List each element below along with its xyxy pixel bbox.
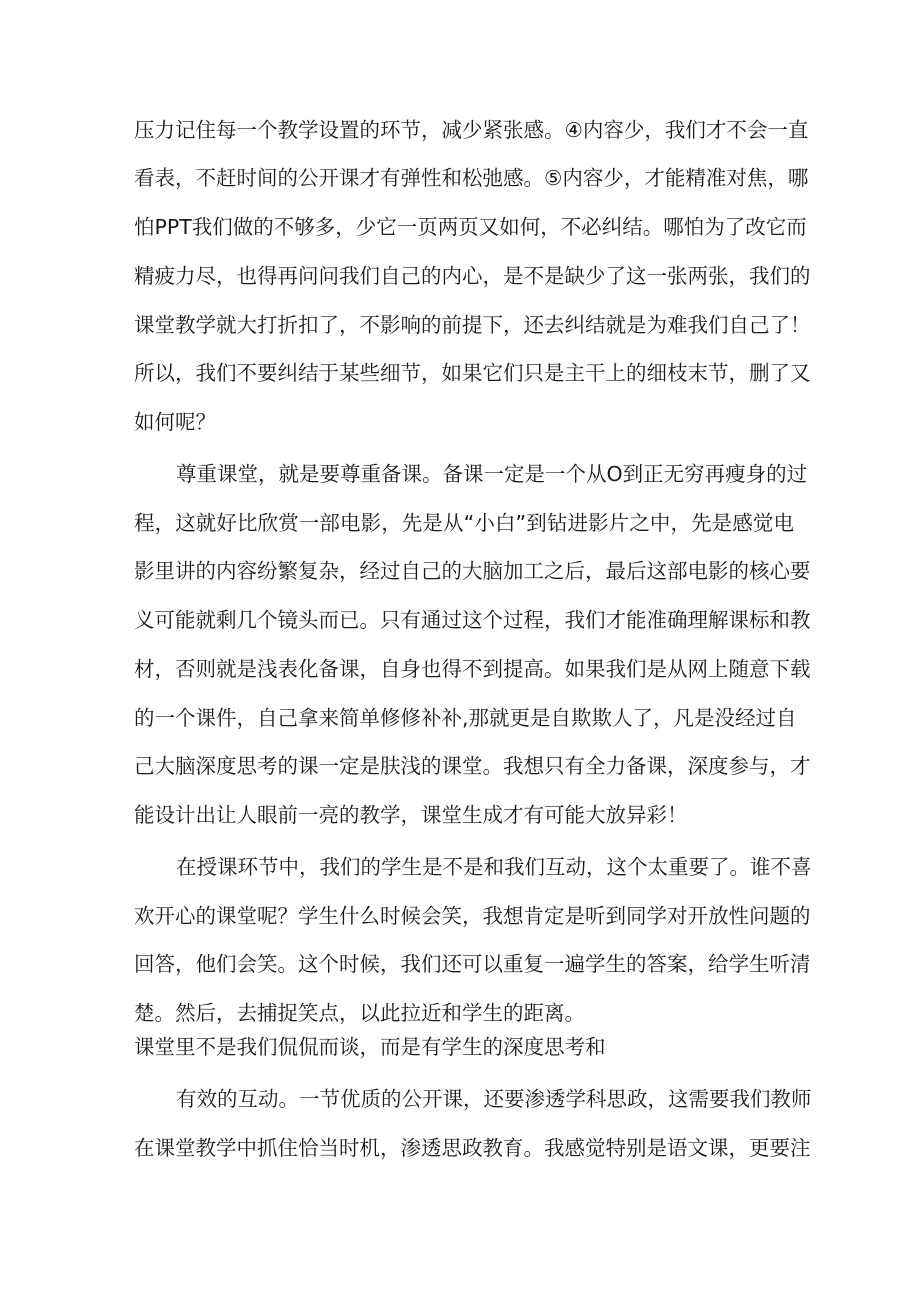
text-line-8: 尊重课堂，就是要尊重备课。备课一定是一个从O到正无穷再瘦身的过 <box>176 462 808 486</box>
text-line-2: 看表，不赶时间的公开课才有弹性和松弛感。⑤内容少，才能精准对焦，哪 <box>134 166 809 190</box>
text-line-20: 课堂里不是我们侃侃而谈，而是有学生的深度思考和 <box>134 1035 606 1059</box>
text-line-21: 有效的互动。一节优质的公开课，还要渗透学科思政，这需要我们教师 <box>176 1087 812 1111</box>
text-line-5: 课堂教学就大打折扣了，不影响的前提下，还去纠结就是为难我们自己了！ <box>134 313 811 337</box>
text-line-13: 的一个课件，自己拿来简单修修补补,那就更是自欺欺人了，凡是没经过自 <box>134 706 797 730</box>
text-line-12: 材，否则就是浅表化备课，自身也得不到提高。如果我们是从网上随意下载 <box>134 657 811 681</box>
text-line-16: 在授课环节中，我们的学生是不是和我们互动，这个太重要了。谁不喜 <box>176 855 812 879</box>
text-line-14: 己大脑深度思考的课一定是肤浅的课堂。我想只有全力备课，深度参与，才 <box>134 754 811 778</box>
text-line-3: 怕PPT我们做的不够多，少它一页两页又如何，不必纠结。哪怕为了改它而 <box>134 215 807 239</box>
text-line-11: 义可能就剩几个镜头而已。只有通过这个过程，我们才能准确理解课标和教 <box>134 608 811 632</box>
text-line-22: 在课堂教学中抓住恰当时机，渗透思政教育。我感觉特别是语文课，更要注 <box>134 1136 811 1160</box>
text-line-19: 楚。然后，去捕捉笑点，以此拉近和学生的距离。 <box>134 1001 585 1025</box>
text-line-7: 如何呢？ <box>134 410 216 434</box>
text-line-15: 能设计出让人眼前一亮的教学，课堂生成才有可能大放异彩！ <box>134 803 688 827</box>
text-line-10: 影里讲的内容纷繁复杂，经过自己的大脑加工之后，最后这部电影的核心要 <box>134 559 811 583</box>
text-line-4: 精疲力尽，也得再问问我们自己的内心，是不是缺少了这一张两张，我们的 <box>134 264 811 288</box>
text-line-9: 程，这就好比欣赏一部电影，先是从“小白”到钻进影片之中，先是感觉电 <box>134 511 794 535</box>
text-line-1: 压力记住每一个教学设置的环节，减少紧张感。④内容少，我们才不会一直 <box>134 118 809 142</box>
text-line-17: 欢开心的课堂呢？学生什么时候会笑，我想肯定是听到同学对开放性问题的 <box>134 904 811 928</box>
text-line-6: 所以，我们不要纠结于某些细节，如果它们只是主干上的细枝末节，删了又 <box>134 361 811 385</box>
text-line-18: 回答，他们会笑。这个时候，我们还可以重复一遍学生的答案，给学生听清 <box>134 952 811 976</box>
